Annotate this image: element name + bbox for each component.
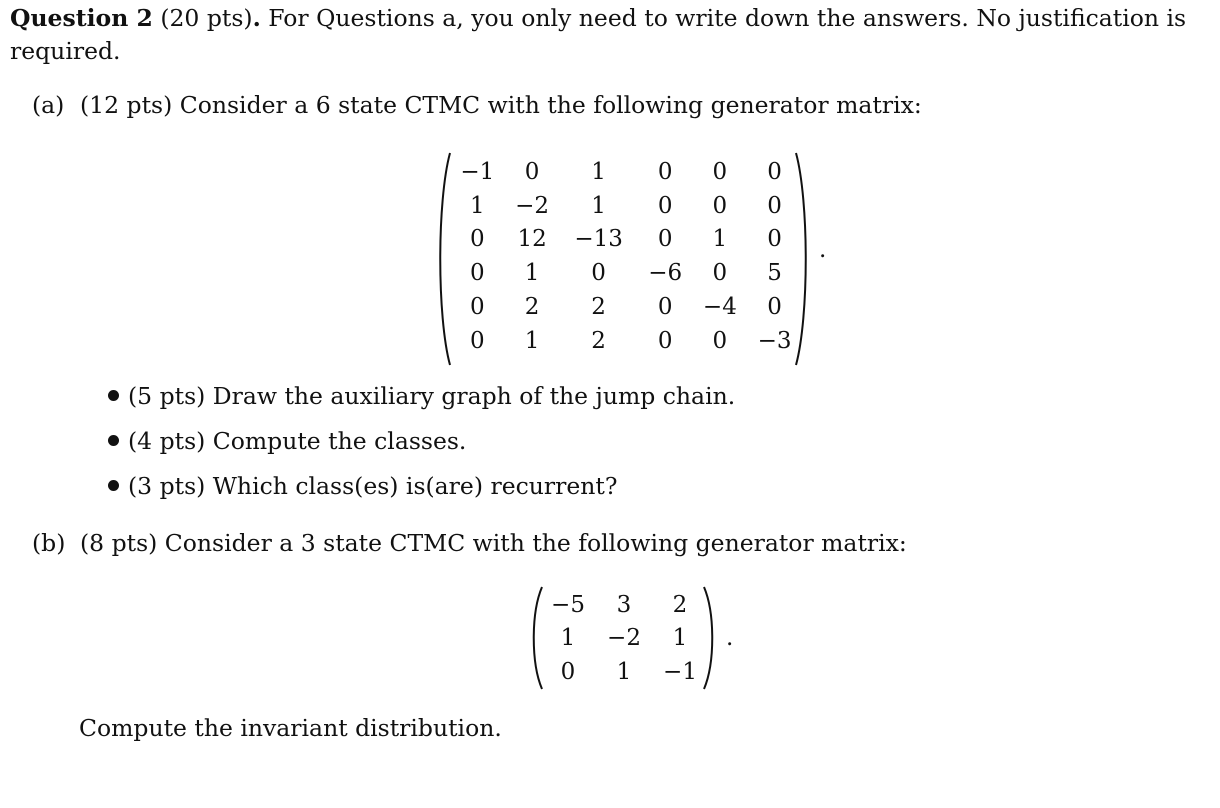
part-b-label: (b): [32, 529, 66, 557]
matrix-cell: 2: [591, 327, 606, 354]
matrix-cell: 3: [616, 591, 632, 618]
part-a-heading: [32, 91, 922, 119]
matrix-cell: 0: [712, 327, 728, 354]
matrix-cell: 2: [672, 591, 688, 618]
matrix-cell: 0: [524, 158, 540, 185]
right-parenthesis: [702, 585, 716, 691]
matrix-cell: 2: [591, 294, 606, 321]
matrix-row: [540, 655, 708, 689]
bullet-item: [108, 468, 735, 513]
matrix-cell: 12: [517, 226, 547, 253]
matrix-cell: 0: [712, 192, 728, 219]
matrix-cell: 0: [712, 260, 728, 287]
bullet-icon: [108, 435, 119, 446]
matrix-b-period: .: [726, 625, 734, 651]
part-a-label: (a): [32, 91, 65, 119]
matrix-a-period: .: [819, 237, 827, 263]
matrix-cell: 1: [470, 192, 485, 219]
matrix-cell: 0: [657, 226, 673, 253]
matrix-cell: 0: [767, 158, 782, 185]
matrix-cell: −4: [702, 294, 737, 321]
matrix-row: [540, 622, 708, 656]
matrix-cell: 0: [470, 327, 485, 354]
right-parenthesis: [794, 151, 810, 367]
matrix-cell: 0: [657, 327, 673, 354]
matrix-cell: −2: [607, 625, 641, 652]
matrix-row: [450, 256, 802, 290]
part-b-text: (8 pts) Consider a 3 state CTMC with the following generator matrix:: [80, 529, 907, 557]
bullet-text: (4 pts) Compute the classes.: [128, 427, 467, 455]
matrix-cell: −5: [551, 591, 585, 618]
matrix-cell: 5: [767, 260, 782, 287]
matrix-row: [450, 324, 802, 358]
generator-matrix-b: [530, 585, 734, 691]
matrix-row: [450, 189, 802, 223]
bullet-item: [108, 378, 735, 423]
generator-matrix-a: [436, 151, 827, 367]
matrix-row: [450, 290, 802, 324]
matrix-cell: 0: [560, 658, 576, 685]
matrix-b-table: [540, 588, 708, 689]
matrix-row: [540, 588, 708, 622]
matrix-cell: 0: [657, 158, 673, 185]
part-b-task: Compute the invariant distribution.: [79, 714, 502, 742]
matrix-cell: −3: [757, 327, 792, 354]
matrix-cell: −1: [663, 658, 697, 685]
matrix-cell: 0: [470, 294, 485, 321]
matrix-cell: 1: [560, 625, 576, 652]
matrix-a-table: [450, 155, 802, 358]
matrix-cell: 1: [616, 658, 632, 685]
question-punct: .: [252, 4, 261, 32]
matrix-row: [450, 155, 802, 189]
matrix-cell: 1: [524, 260, 540, 287]
matrix-cell: 0: [591, 260, 606, 287]
question-header: [10, 2, 1205, 68]
bullet-text: (3 pts) Which class(es) is(are) recurrent?: [128, 472, 618, 500]
matrix-cell: 0: [712, 158, 728, 185]
matrix-cell: 1: [524, 327, 540, 354]
matrix-cell: 0: [657, 192, 673, 219]
matrix-cell: 2: [524, 294, 540, 321]
matrix-cell: 0: [470, 226, 485, 253]
matrix-cell: 1: [591, 158, 606, 185]
matrix-cell: 0: [767, 192, 782, 219]
bullet-item: [108, 423, 735, 468]
matrix-row: [450, 223, 802, 257]
matrix-cell: 1: [591, 192, 606, 219]
matrix-cell: −13: [574, 226, 623, 253]
question-title: Question 2: [10, 4, 153, 32]
matrix-cell: 0: [767, 226, 782, 253]
matrix-cell: 1: [712, 226, 728, 253]
bullet-icon: [108, 390, 119, 401]
matrix-cell: 0: [470, 260, 485, 287]
question-instruction: For Questions a, you only need to write down the answers. No justification is required.: [10, 4, 1187, 65]
matrix-cell: −2: [515, 192, 550, 219]
matrix-cell: −1: [460, 158, 495, 185]
matrix-cell: −6: [648, 260, 683, 287]
bullet-icon: [108, 480, 119, 491]
part-a-bullet-list: [108, 378, 735, 513]
bullet-text: (5 pts) Draw the auxiliary graph of the jump chain.: [128, 382, 736, 410]
matrix-cell: 0: [657, 294, 673, 321]
part-a-text: (12 pts) Consider a 6 state CTMC with the following generator matrix:: [80, 91, 922, 119]
matrix-cell: 0: [767, 294, 782, 321]
question-points: (20 pts): [160, 4, 253, 32]
part-b-heading: [32, 529, 907, 557]
matrix-cell: 1: [672, 625, 688, 652]
